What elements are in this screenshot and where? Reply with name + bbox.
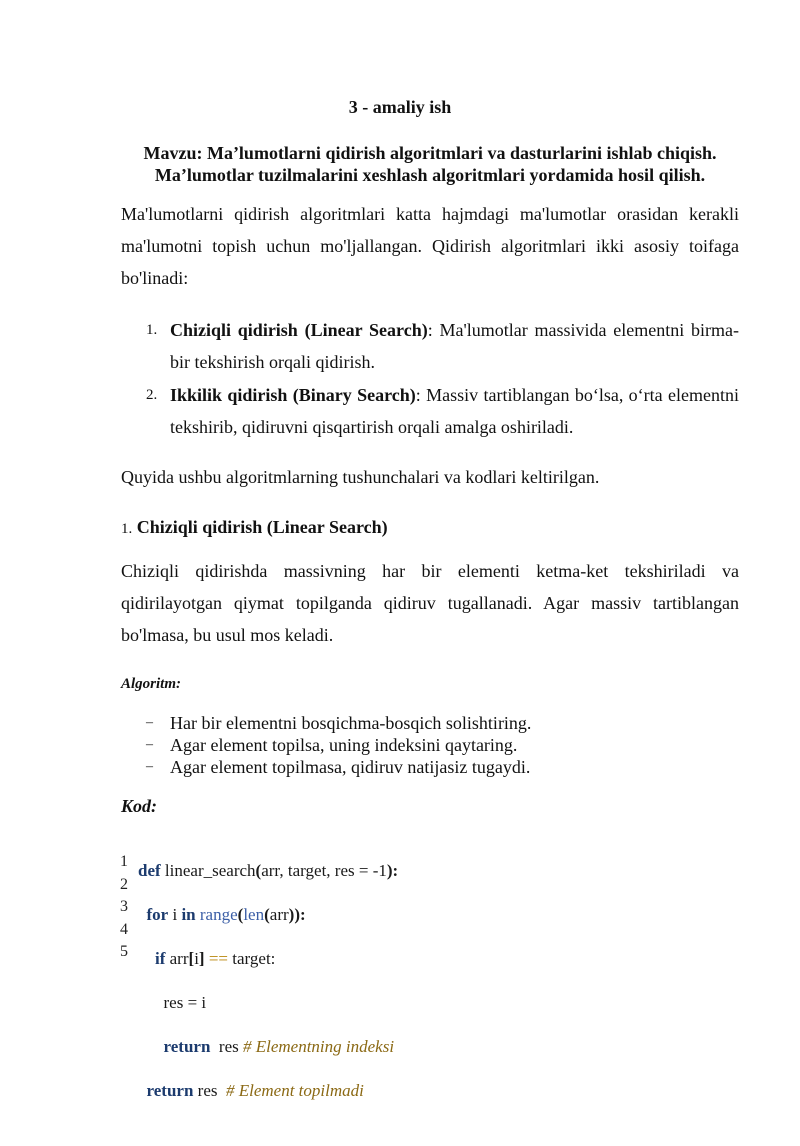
list-item: [121, 756, 739, 778]
step-text: Agar element topilsa, uning indeksini qaytaring.: [170, 735, 518, 755]
list-item: [121, 734, 739, 756]
code-line-6: return res # Element topilmadi: [146, 1081, 364, 1100]
line-number: 4: [120, 920, 128, 938]
code-line-2: for i in range(len(arr)):: [146, 905, 306, 924]
step-text: Har bir elementni bosqichma-bosqich solishtiring.: [170, 713, 532, 733]
step-text: Agar element topilmasa, qidiruv natijasiz tugaydi.: [170, 757, 531, 777]
list-item: [121, 712, 739, 734]
dash-bullet: –: [146, 715, 153, 730]
list-text-1: [170, 314, 739, 378]
summary-paragraph: Quyida ushbu algoritmlarning tushunchalari va kodlari keltirilgan.: [121, 467, 600, 487]
list-rest-1: : Ma'lumotlar massivida elementni birma-bir tekshirish orqali qidirish.: [170, 320, 740, 372]
code-line-numbers: [120, 851, 128, 964]
page-title: 3 - amaliy ish: [348, 97, 452, 117]
algoritm-label: Algoritm:: [121, 676, 182, 692]
code-line-4: res = i: [163, 993, 207, 1012]
line-number: 3: [120, 898, 128, 915]
steps-list: [121, 712, 739, 778]
list-bold-1: Chiziqli qidirish (Linear Search): [170, 320, 428, 340]
line-number: 2: [120, 875, 128, 893]
line-number: 1: [120, 853, 128, 870]
code-line-5: return res # Elementning indeksi: [163, 1037, 395, 1056]
intro-paragraph: Ma'lumotlarni qidirish algoritmlari katta hajmdagi ma'lumotlar orasidan kerakli ma'lumotni topish uchun mo'ljallangan. Qidirish algoritmlari ikki asosiy toifaga bo'linadi:: [121, 204, 739, 288]
dash-bullet: –: [146, 737, 153, 752]
list-item-1: [121, 314, 739, 378]
kod-label: Kod:: [121, 796, 157, 816]
list-bold-2: Ikkilik qidirish (Binary Search): [170, 385, 416, 405]
list-item-2: [121, 379, 739, 443]
section-number: 1.: [121, 521, 133, 537]
subtitle-line-2: Ma’lumotlar tuzilmalarini xeshlash algoritmlari yordamida hosil qilish.: [154, 165, 706, 185]
code-line-1: def linear_search(arr, target, res = -1):: [138, 861, 399, 880]
code-block: [138, 838, 398, 1146]
list-rest-2: : Massiv tartiblangan bo‘lsa, o‘rta elementni tekshirib, qidiruvni qisqartirish orqali amalga oshiriladi.: [170, 385, 739, 437]
list-number-1: 1.: [146, 322, 158, 338]
code-line-3: if arr[i] == target:: [155, 949, 276, 968]
section-heading: [121, 517, 388, 538]
list-number-2: 2.: [146, 387, 158, 403]
list-text-2: [170, 379, 739, 443]
page-subtitle: [100, 142, 760, 186]
line-number: 5: [120, 943, 128, 960]
section-title: Chiziqli qidirish (Linear Search): [136, 517, 388, 537]
subtitle-line-1: Mavzu: Ma’lumotlarni qidirish algoritmlari va dasturlarini ishlab chiqish.: [143, 143, 717, 163]
section-paragraph: Chiziqli qidirishda massivning har bir elementi ketma-ket tekshiriladi va qidirilayotgan qiymat topilganda qidiruv tugallanadi. Agar massiv tartiblangan bo'lmasa, bu usul mos keladi.: [121, 561, 739, 645]
dash-bullet: –: [146, 759, 153, 774]
